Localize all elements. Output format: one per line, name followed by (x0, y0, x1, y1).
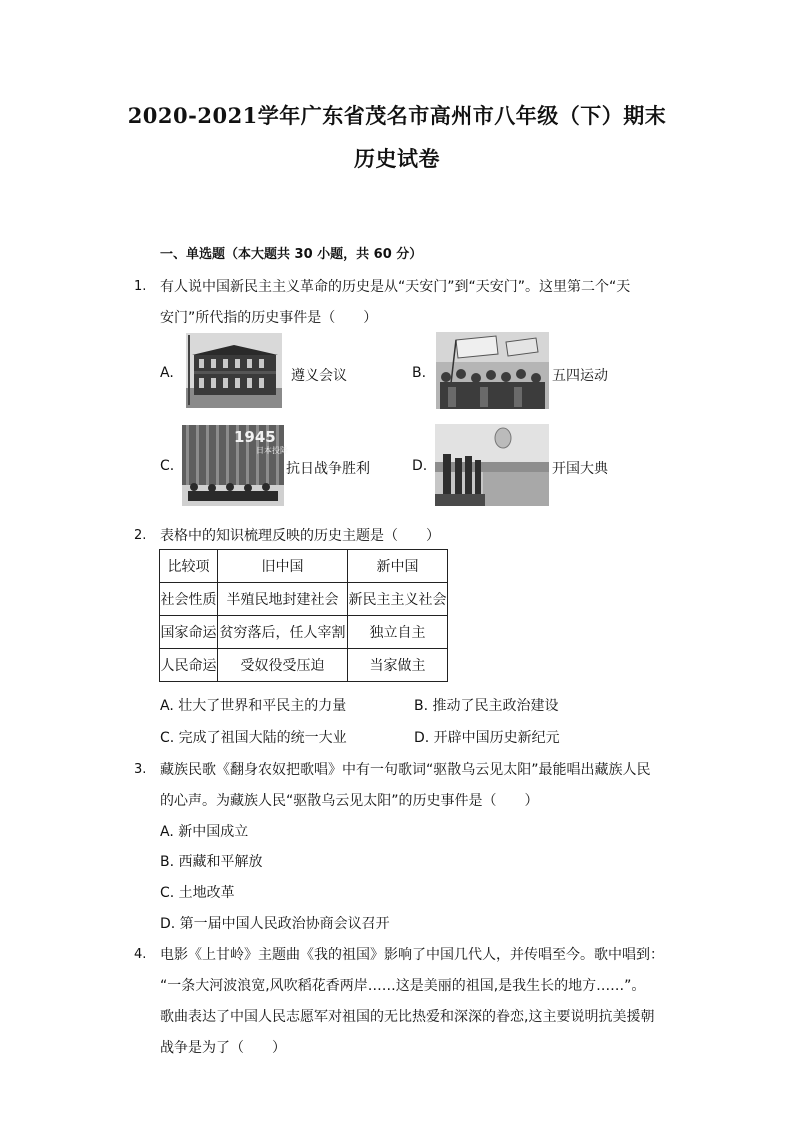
question-1-option-c-label: C. (160, 458, 175, 474)
question-3-text-line2: 的心声。为藏族人民“驱散乌云见太阳”的历史事件是（ ） (160, 793, 539, 809)
question-1-option-a-text: 遵义会议 (291, 368, 347, 384)
question-1-option-b-label: B. (412, 365, 427, 381)
question-4-number: 4. (134, 947, 147, 962)
question-4-text-line4: 战争是为了（ ） (160, 1040, 286, 1056)
question-2-text-line1: 表格中的知识梳理反映的历史主题是（ ） (160, 528, 440, 544)
table-cell: 人民命运 (160, 649, 218, 682)
question-3-option-c: C. 土地改革 (160, 885, 235, 901)
table-cell: 半殖民地封建社会 (218, 583, 348, 616)
question-1-option-d-text: 开国大典 (552, 461, 608, 477)
question-2-option-c: C. 完成了祖国大陆的统一大业 (160, 730, 347, 746)
photo-caption-text: 日本投降 (256, 446, 288, 455)
section-heading: 一、单选题（本大题共 30 小题，共 60 分） (160, 247, 423, 262)
table-cell: 国家命运 (160, 616, 218, 649)
comparison-table (159, 549, 448, 682)
question-2-option-d: D. 开辟中国历史新纪元 (414, 730, 560, 746)
table-row (160, 649, 448, 682)
table-row (160, 583, 448, 616)
table-cell: 比较项 (160, 550, 218, 583)
founding-ceremony-photo (435, 424, 549, 506)
photo-caption-year: 1945 (234, 428, 276, 446)
question-3-option-b: B. 西藏和平解放 (160, 854, 263, 870)
table-cell: 贫穷落后，任人宰割 (218, 616, 348, 649)
japanese-surrender-1945-photo (182, 425, 288, 506)
question-1-text-line1: 有人说中国新民主主义革命的历史是从“天安门”到“天安门”。这里第二个“天 (160, 279, 631, 295)
question-1-text-line2: 安门”所代指的历史事件是（ ） (160, 310, 378, 326)
table-cell: 新民主主义社会 (348, 583, 448, 616)
question-3-text-line1: 藏族民歌《翻身农奴把歌唱》中有一句歌词“驱散乌云见太阳”最能唱出藏族人民 (160, 762, 651, 778)
question-1-option-c-text: 抗日战争胜利 (286, 461, 370, 477)
table-row (160, 550, 448, 583)
question-3-option-d: D. 第一届中国人民政治协商会议召开 (160, 916, 390, 932)
table-cell: 独立自主 (348, 616, 448, 649)
table-row (160, 616, 448, 649)
zunyi-meeting-photo (186, 333, 282, 408)
question-1-option-d-label: D. (412, 458, 428, 474)
question-4-text-line1: 电影《上甘岭》主题曲《我的祖国》影响了中国几代人，并传唱至今。歌中唱到： (160, 947, 664, 963)
question-2-option-a: A. 壮大了世界和平民主的力量 (160, 698, 347, 714)
question-1-number: 1. (134, 279, 147, 294)
question-4-text-line2: “一条大河波浪宽,风吹稻花香两岸……这是美丽的祖国,是我生长的地方……”。 (160, 978, 646, 994)
table-cell: 新中国 (348, 550, 448, 583)
table-cell: 旧中国 (218, 550, 348, 583)
table-cell: 社会性质 (160, 583, 218, 616)
exam-title-line2: 历史试卷 (354, 146, 440, 171)
question-3-option-a: A. 新中国成立 (160, 824, 249, 840)
question-2-option-b: B. 推动了民主政治建设 (414, 698, 559, 714)
table-cell: 受奴役受压迫 (218, 649, 348, 682)
question-3-number: 3. (134, 762, 147, 777)
question-1-option-b-text: 五四运动 (552, 368, 608, 384)
table-cell: 当家做主 (348, 649, 448, 682)
question-2-number: 2. (134, 528, 147, 543)
question-4-text-line3: 歌曲表达了中国人民志愿军对祖国的无比热爱和深深的眷恋,这主要说明抗美援朝 (160, 1009, 655, 1025)
may-fourth-movement-photo (436, 332, 549, 409)
question-1-option-a-label: A. (160, 365, 174, 381)
exam-title-line1: 2020-2021学年广东省茂名市高州市八年级（下）期末 (127, 103, 667, 128)
